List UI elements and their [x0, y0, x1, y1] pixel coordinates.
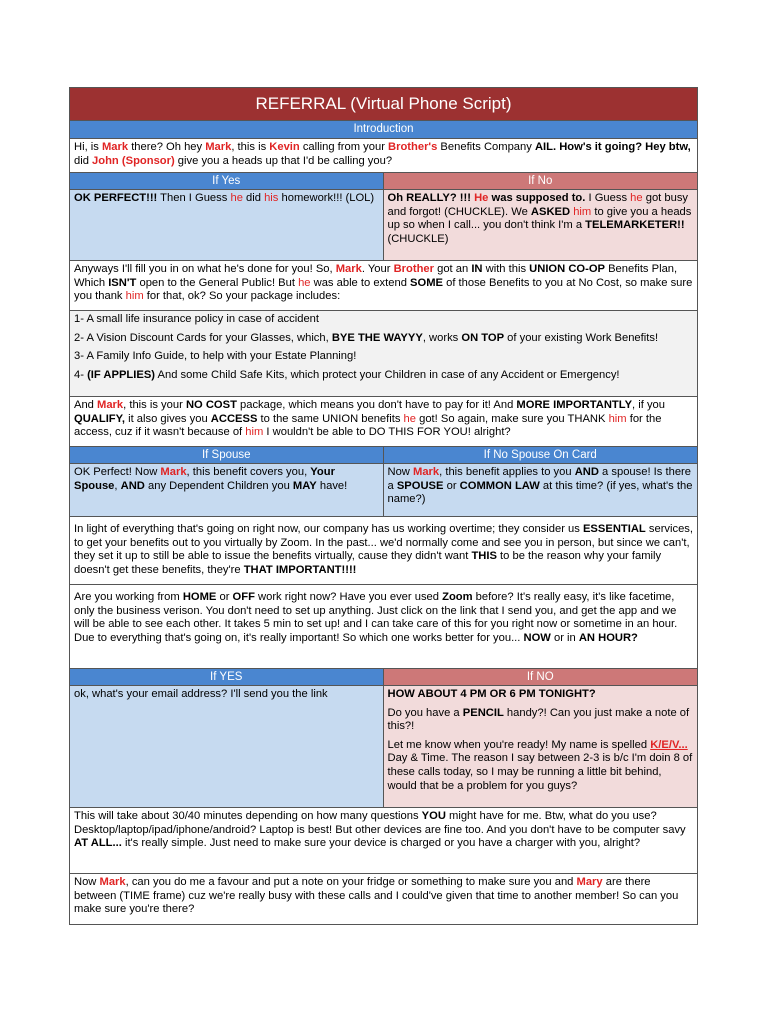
introduction-text: Hi, is Mark there? Oh hey Mark, this is Kevin calling from your Brother's Benefits Company AIL. How's it going? Hey btw, did John (Sponsor) give you a heads up that I'd be calling you?: [70, 139, 697, 173]
if-yes-header: If Yes: [70, 173, 384, 190]
zoom-paragraph: Are you working from HOME or OFF work right now? Have you ever used Zoom before? It's really easy, it's like facetime, only the business verison. You don't need to set up anything. Just click on the link that I send you, and get the app and we will be able to see each other. It takes 5 min to set up! and I can take care of this for you right now or sometime in an hour. Due to everything that's going on, it's really important! So which one works better for you... NOW or in AN HOUR?: [70, 585, 697, 669]
time-offer: HOW ABOUT 4 PM OR 6 PM TONIGHT?: [387, 688, 596, 700]
if-no-text: Oh REALLY? !!! He was supposed to. I Guess he got busy and forgot! (CHUCKLE). We ASKED him to give you a heads up so when I call... you don't think I'm a TELEMARKETER!! (CHUCKLE): [384, 190, 698, 260]
if-spouse-text: OK Perfect! Now Mark, this benefit covers you, Your Spouse, AND any Dependent Children you MAY have!: [70, 464, 384, 516]
package-item-2: 2- A Vision Discount Cards for your Glasses, which, BYE THE WAYYY, works ON TOP of your existing Work Benefits!: [74, 331, 659, 344]
branch-email-headers: [70, 669, 697, 686]
if-no-time-text: [384, 686, 698, 807]
if-no-spouse-header: If No Spouse On Card: [384, 447, 698, 464]
if-no-spouse-text: Now Mark, this benefit applies to you AND a spouse! Is there a SPOUSE or COMMON LAW at this time? (if yes, what's the name?): [384, 464, 698, 516]
if-no-header: If No: [384, 173, 698, 190]
branch-email-row: [70, 686, 697, 808]
page-title: REFERRAL (Virtual Phone Script): [70, 88, 697, 121]
if-no-zoom-header: If NO: [384, 669, 698, 686]
if-yes-zoom-header: If YES: [70, 669, 384, 686]
if-yes-text: OK PERFECT!!! Then I Guess he did his homework!!! (LOL): [70, 190, 384, 260]
if-spouse-header: If Spouse: [70, 447, 384, 464]
branch-yes-no-headers: [70, 173, 697, 190]
package-item-3: 3- A Family Info Guide, to help with your Estate Planning!: [74, 350, 357, 363]
introduction-header: Introduction: [70, 121, 697, 139]
name-spelling: Let me know when you're ready! My name is spelled K/E/V... Day & Time. The reason I say between 2-3 is b/c I'm doin 8 of these calls today, so I may be running a little bit behind, would that be a problem for you guys?: [387, 738, 693, 792]
package-intro: Anyways I'll fill you in on what he's done for you! So, Mark. Your Brother got an IN with this UNION CO-OP Benefits Plan, Which ISN'T open to the General Public! But he was able to extend SOME of those Benefits to you at No Cost, so make sure you thank him for that, ok? So your package includes:: [70, 261, 697, 311]
package-item-4: 4- (IF APPLIES) And some Child Safe Kits, which protect your Children in case of any Accident or Emergency!: [74, 368, 620, 381]
branch-spouse-headers: [70, 447, 697, 464]
essential-paragraph: In light of everything that's going on right now, our company has us working overtime; they consider us ESSENTIAL services, to get your benefits out to you virtually by Zoom. In the past... we'd normally come and see you in person, but since we can't, they set it up to still be able to issue the benefits virtually, cause they didn't want THIS to be the reason why your family doesn't get these benefits, they're THAT IMPORTANT!!!!: [70, 517, 697, 585]
no-cost-paragraph: And Mark, this is your NO COST package, which means you don't have to pay for it! And MORE IMPORTANTLY, if you QUALIFY, it also gives you ACCESS to the same UNION benefits he got! So again, make sure you THANK him for the access, cuz if it wasn't because of him I wouldn't be able to DO THIS FOR YOU! alright?: [70, 397, 697, 447]
if-yes-email-text: ok, what's your email address? I'll send you the link: [70, 686, 384, 807]
branch-yes-no-row: [70, 190, 697, 261]
branch-spouse-row: [70, 464, 697, 517]
duration-paragraph: This will take about 30/40 minutes depending on how many questions YOU might have for me. Btw, what do you use? Desktop/laptop/ipad/iphone/android? Laptop is best! But other devices are fine too. And you don't have to be computer savy AT ALL... it's really simple. Just need to make sure your device is charged or you have a charger with you, alright?: [70, 808, 697, 874]
pencil-request: Do you have a PENCIL handy?! Can you just make a note of this?!: [387, 706, 690, 733]
package-items: [70, 311, 697, 397]
fridge-paragraph: Now Mark, can you do me a favour and put a note on your fridge or something to make sure you and Mary are there between (TIME frame) cuz we're really busy with these calls and I could've given that time to another member! So can you make sure you're there?: [74, 876, 679, 916]
package-item-1: 1- A small life insurance policy in case of accident: [74, 313, 320, 325]
referral-script-sheet: [69, 87, 698, 925]
